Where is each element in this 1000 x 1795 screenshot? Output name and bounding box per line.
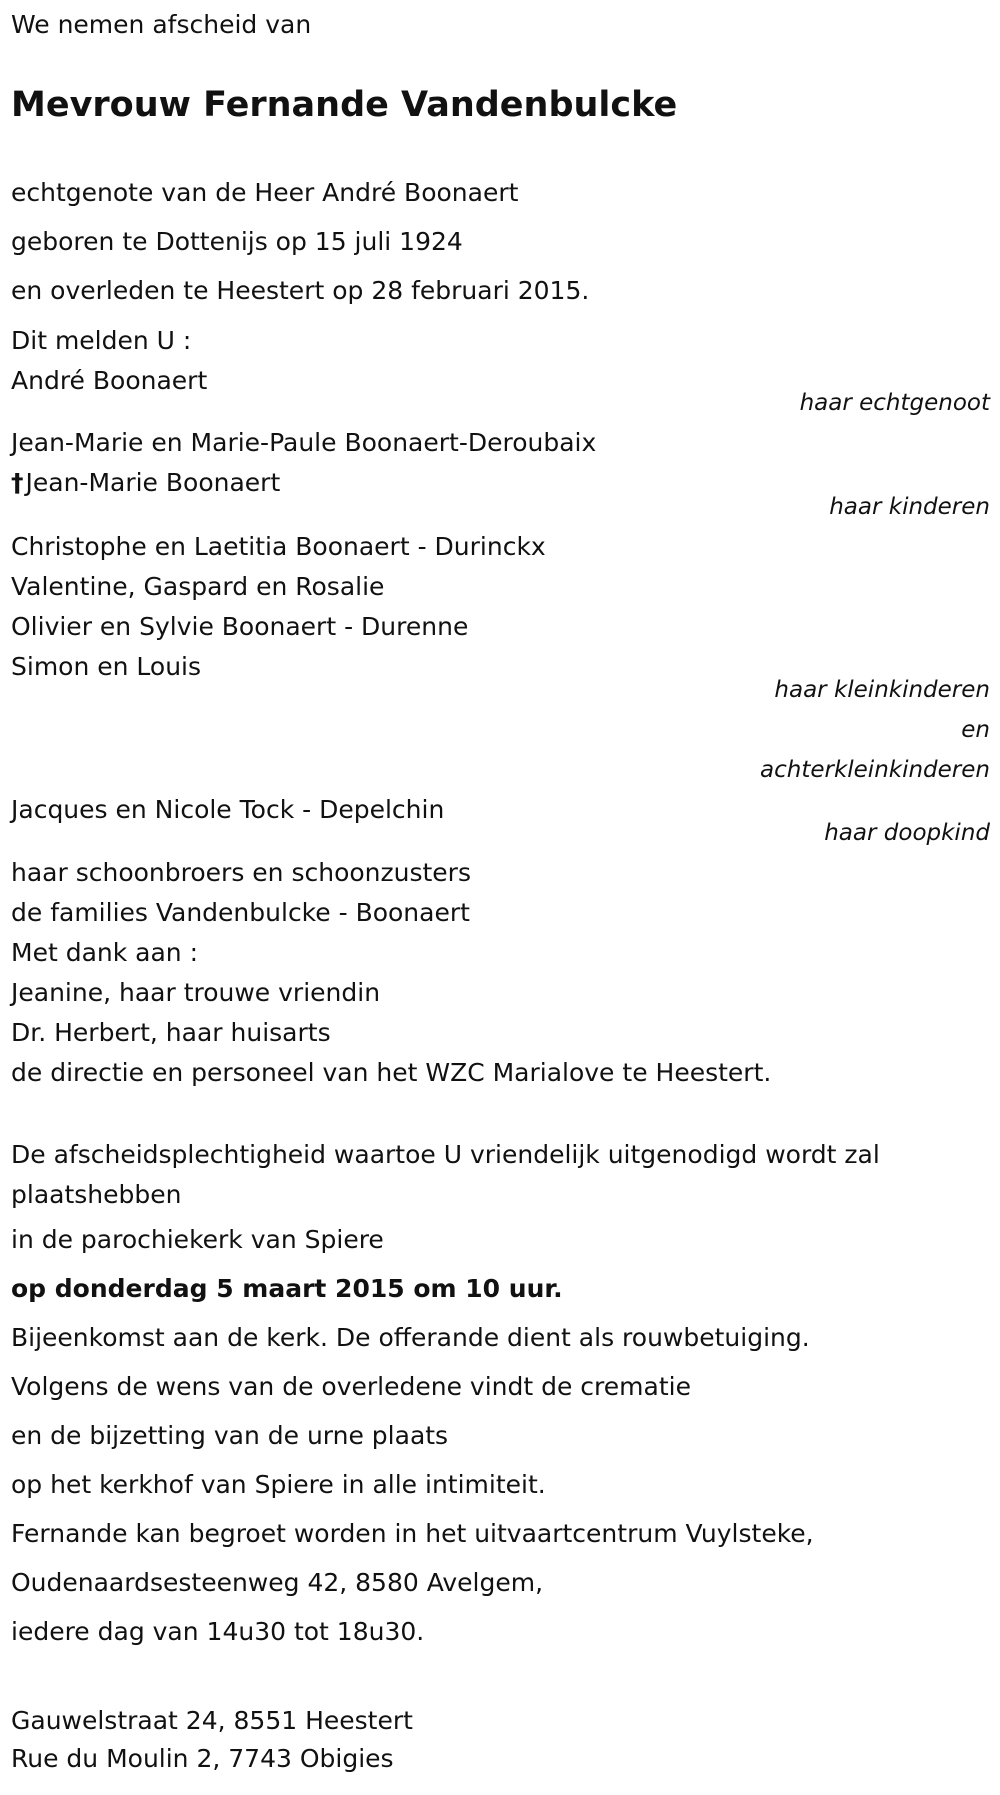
thanks-line: Jeanine, haar trouwe vriendin — [11, 978, 381, 1007]
ceremony-datetime: op donderdag 5 maart 2015 om 10 uur. — [11, 1274, 563, 1303]
visitation-detail: Fernande kan begroet worden in het uitvaartcentrum Vuylsteke, — [11, 1519, 814, 1548]
contact-addresses — [11, 1702, 413, 1778]
intro-text: We nemen afscheid van — [11, 10, 312, 39]
cross-icon: † — [11, 468, 24, 497]
mourner-line: de families Vandenbulcke - Boonaert — [11, 898, 470, 927]
grandchild-name: Christophe en Laetitia Boonaert - Durinckx — [11, 532, 546, 561]
spouse-label: haar echtgenoot — [799, 390, 990, 416]
biographical-facts — [11, 168, 589, 315]
deceased-name-title: Mevrouw Fernande Vandenbulcke — [11, 85, 678, 125]
thanks-heading: Met dank aan : — [11, 938, 199, 967]
deceased-child-name: Jean-Marie Boonaert — [25, 468, 281, 497]
other-mourners — [11, 853, 990, 1093]
grandchildren-group — [11, 527, 990, 790]
mourner-line: haar schoonbroers en schoonzusters — [11, 858, 471, 887]
ceremony-invitation: De afscheidsplechtigheid waartoe U vriendelijk uitgenodigd wordt zal — [11, 1140, 880, 1169]
grandchild-name: Simon en Louis — [11, 652, 202, 681]
ceremony-invitation-cont: plaatshebben — [11, 1180, 182, 1209]
address-line: Gauwelstraat 24, 8551 Heestert — [11, 1706, 413, 1735]
grandchild-name: Valentine, Gaspard en Rosalie — [11, 572, 385, 601]
godchild-name: Jacques en Nicole Tock - Depelchin — [11, 795, 445, 824]
address-line: Rue du Moulin 2, 7743 Obigies — [11, 1744, 394, 1773]
ceremony-location: in de parochiekerk van Spiere — [11, 1225, 384, 1254]
announce-text: Dit melden U : — [11, 326, 192, 355]
ceremony-detail: op het kerkhof van Spiere in alle intimiteit. — [11, 1470, 546, 1499]
godchild-group — [11, 790, 990, 853]
children-label: haar kinderen — [829, 494, 990, 520]
thanks-line: de directie en personeel van het WZC Marialove te Heestert. — [11, 1058, 772, 1087]
birth-fact: geboren te Dottenijs op 15 juli 1924 — [11, 227, 463, 256]
visitation-address: Oudenaardsesteenweg 42, 8580 Avelgem, — [11, 1568, 544, 1597]
spouse-name: André Boonaert — [11, 366, 208, 395]
family-section — [11, 321, 990, 1093]
ceremony-section — [11, 1135, 880, 1656]
grandchildren-label: haar kleinkinderen — [774, 677, 990, 703]
thanks-line: Dr. Herbert, haar huisarts — [11, 1018, 331, 1047]
children-group — [11, 423, 990, 527]
ceremony-detail: Volgens de wens van de overledene vindt de crematie — [11, 1372, 691, 1401]
godchild-label: haar doopkind — [824, 820, 990, 846]
death-fact: en overleden te Heestert op 28 februari 2015. — [11, 276, 590, 305]
spouse-fact: echtgenote van de Heer André Boonaert — [11, 178, 519, 207]
grandchildren-label: en — [961, 717, 990, 743]
spouse-group — [11, 361, 990, 423]
grandchild-name: Olivier en Sylvie Boonaert - Durenne — [11, 612, 469, 641]
child-name: Jean-Marie en Marie-Paule Boonaert-Deroubaix — [11, 428, 597, 457]
grandchildren-label: achterkleinkinderen — [760, 757, 990, 783]
ceremony-detail: en de bijzetting van de urne plaats — [11, 1421, 449, 1450]
ceremony-detail: Bijeenkomst aan de kerk. De offerande dient als rouwbetuiging. — [11, 1323, 810, 1352]
visitation-hours: iedere dag van 14u30 tot 18u30. — [11, 1617, 425, 1646]
